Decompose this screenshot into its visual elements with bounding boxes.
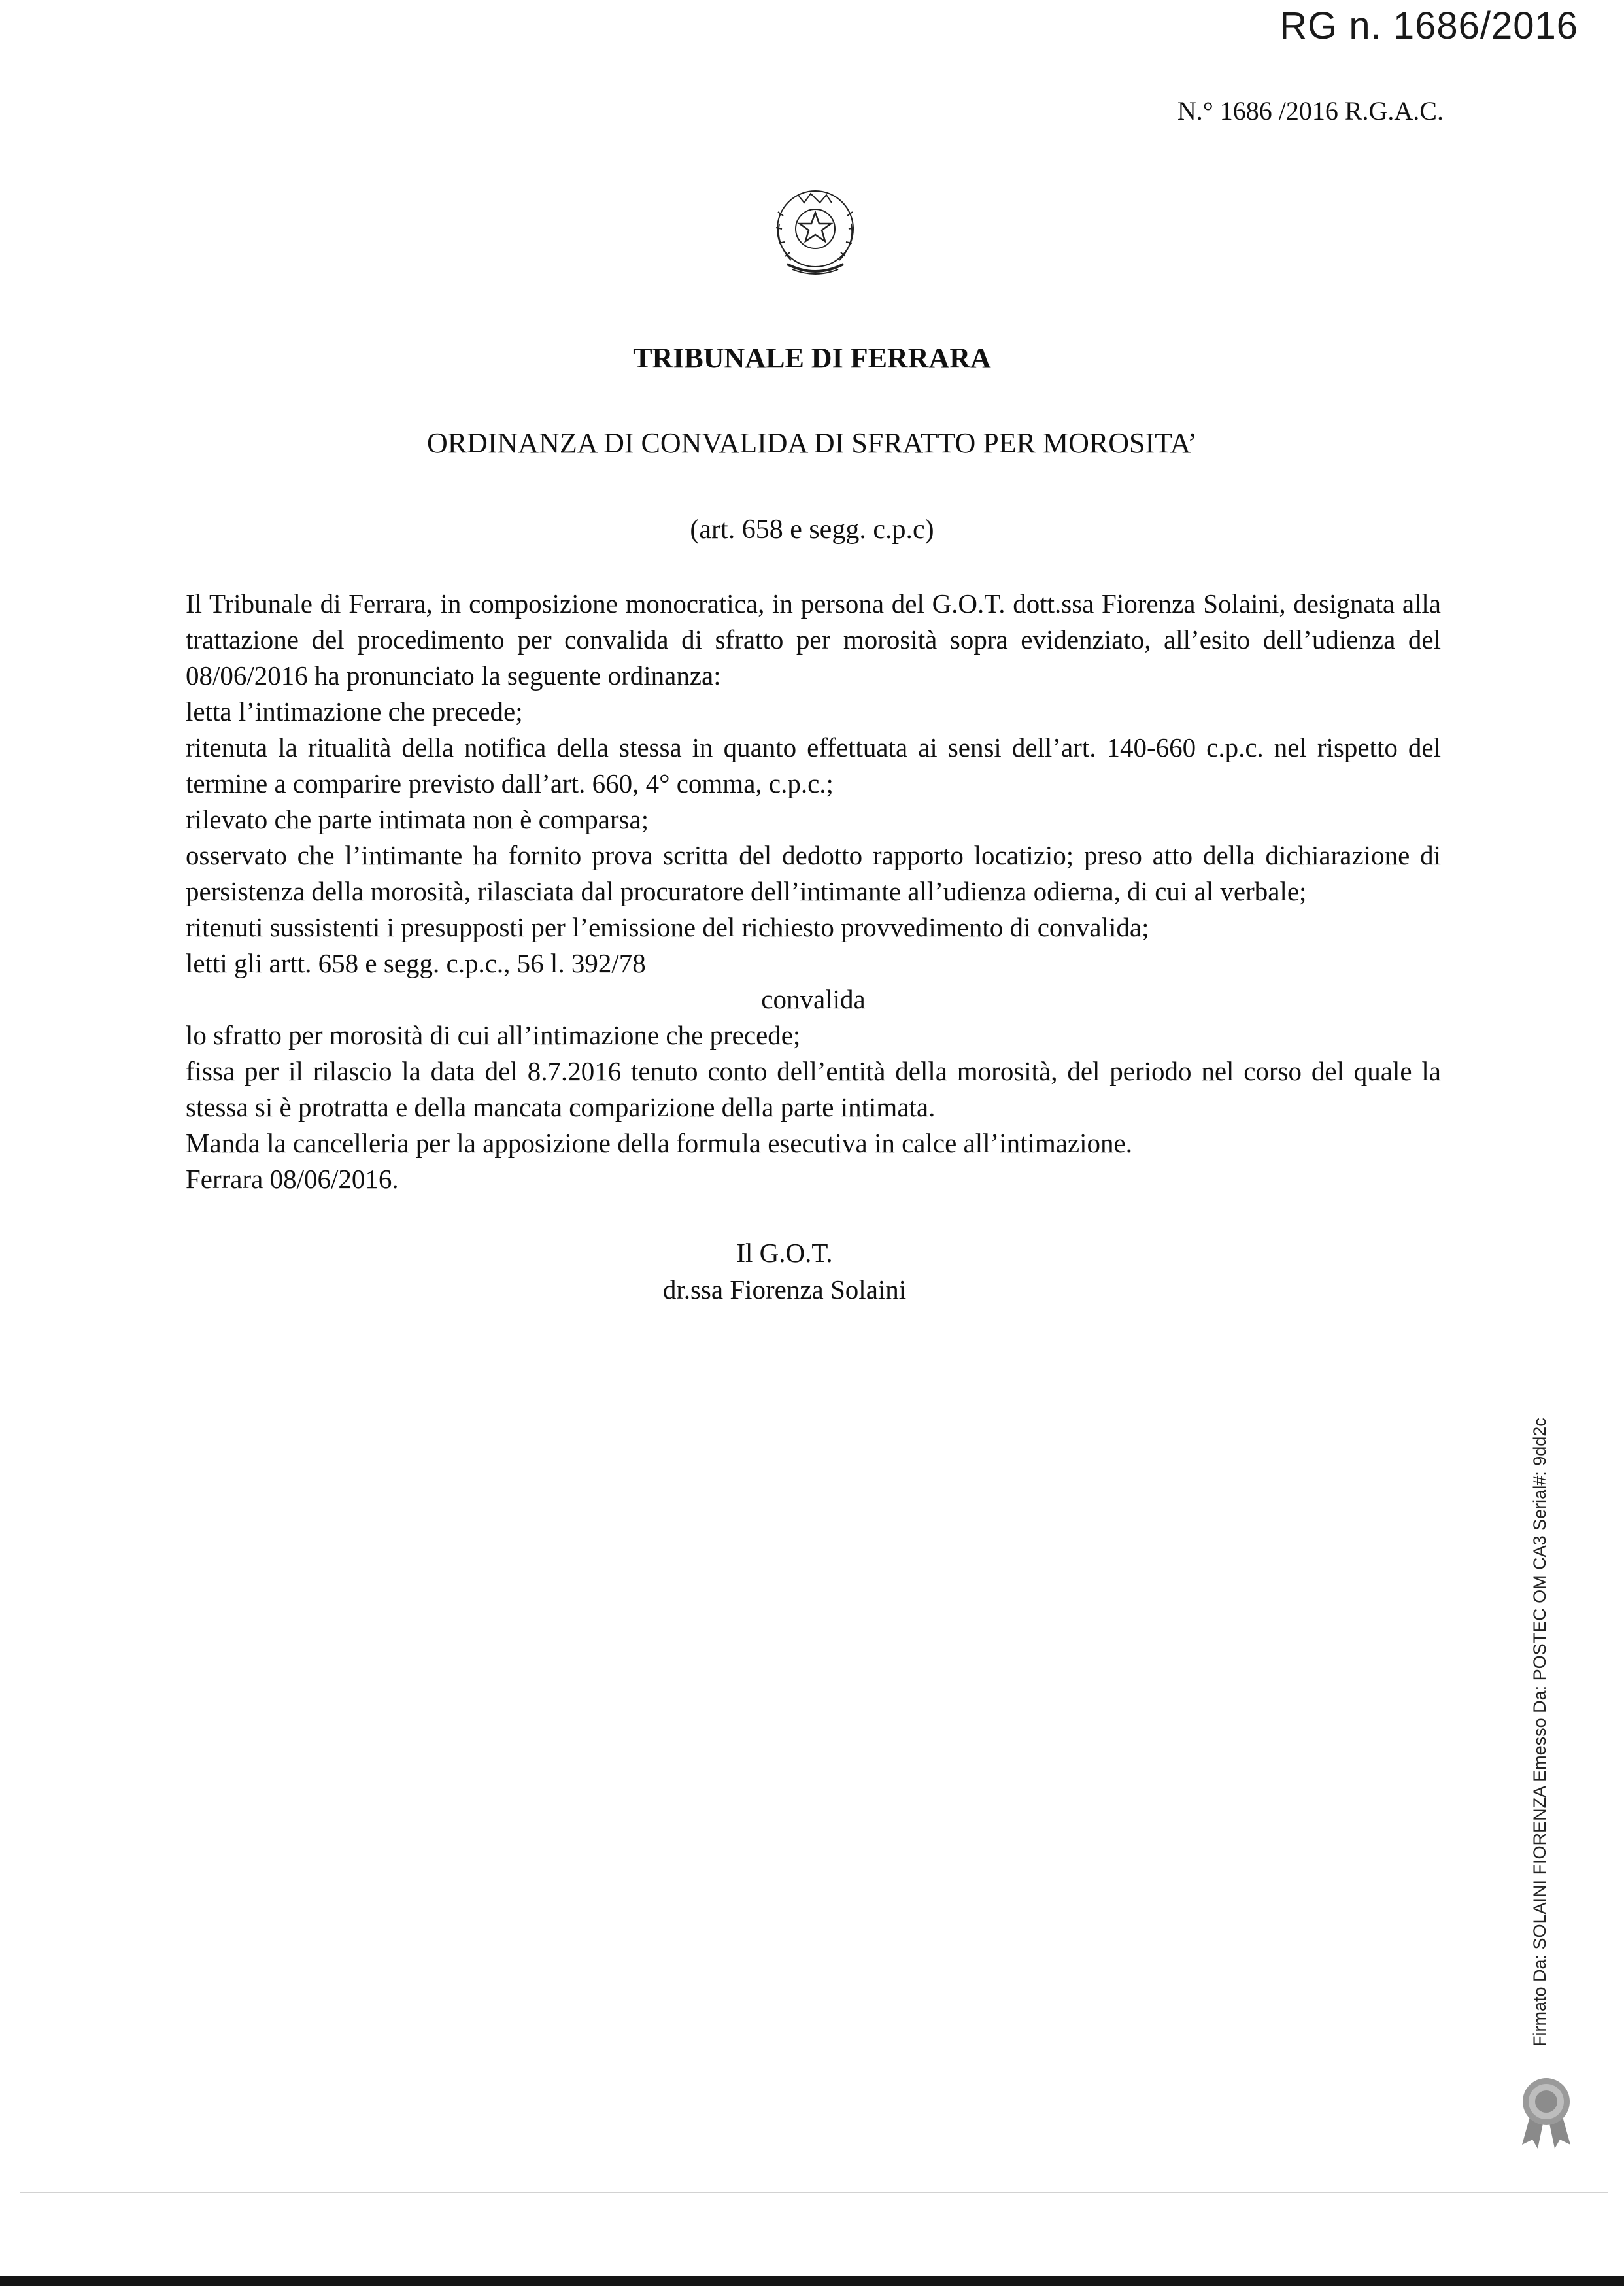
paragraph-intro: Il Tribunale di Ferrara, in composizione monocratica, in persona del G.O.T. dott.ssa Fiorenza Solaini, designata alla trattazione del procedimento per convalida di sfratto per morosità sopra evidenziato, all’esito dell’udienza del 08/06/2016 ha pronunciato la seguente ordinanza: [186,589,1441,691]
paragraph-ritenuti: ritenuti sussistenti i presupposti per l’emissione del richiesto provvedimento di convalida; [186,912,1149,942]
digital-signature-seal-icon [1510,2072,1582,2150]
paragraph-manda: Manda la cancelleria per la apposizione della formula esecutiva in calce all’intimazione. [186,1128,1132,1158]
paragraph-osservato: osservato che l’intimante ha fornito prova scritta del dedotto rapporto locatizio; preso atto della dichiarazione di persistenza della morosità, rilasciata dal procuratore dell’intimante all’udienza odierna, di cui al verbale; [186,840,1441,906]
paragraph-sfratto: lo sfratto per morosità di cui all’intimazione che precede; [186,1020,801,1050]
court-title: TRIBUNALE DI FERRARA [633,342,991,374]
paragraph-letta: letta l’intimazione che precede; [186,696,523,726]
paragraph-ritenuta: ritenuta la ritualità della notifica della stessa in quanto effettuata ai sensi dell’art. 140-660 c.p.c. nel rispetto del termine a comparire previsto dall’art. 660, 4° comma, c.p.c.; [186,732,1441,798]
italian-republic-emblem-icon [766,178,864,288]
paragraph-fissa: fissa per il rilascio la data del 8.7.2016 tenuto conto dell’entità della morosità, del periodo nel corso del quale la stessa si è protratta e della mancata comparizione della parte intimata. [186,1056,1441,1122]
place-date: Ferrara 08/06/2016. [186,1164,399,1194]
decision-heading: convalida [761,984,866,1014]
ordinance-body [186,586,1441,1197]
paragraph-letti: letti gli artt. 658 e segg. c.p.c., 56 l. 392/78 [186,948,646,978]
document-number: N.° 1686 /2016 R.G.A.C. [1177,96,1444,126]
signature-role: Il G.O.T. [736,1238,833,1268]
document-title: ORDINANZA DI CONVALIDA DI SFRATTO PER MOROSITA’ [426,427,1198,459]
signature-name: dr.ssa Fiorenza Solaini [662,1274,907,1305]
rg-stamp: RG n. 1686/2016 [1279,5,1578,47]
document-subtitle: (art. 658 e segg. c.p.c) [690,515,934,545]
scan-bottom-edge [0,2276,1624,2286]
paragraph-rilevato: rilevato che parte intimata non è comparsa; [186,804,649,834]
bottom-divider [20,2192,1608,2193]
digital-signature-note: Firmato Da: SOLAINI FIORENZA Emesso Da: POSTEC OM CA3 Serial#: 9dd2c [1530,1418,1549,2047]
